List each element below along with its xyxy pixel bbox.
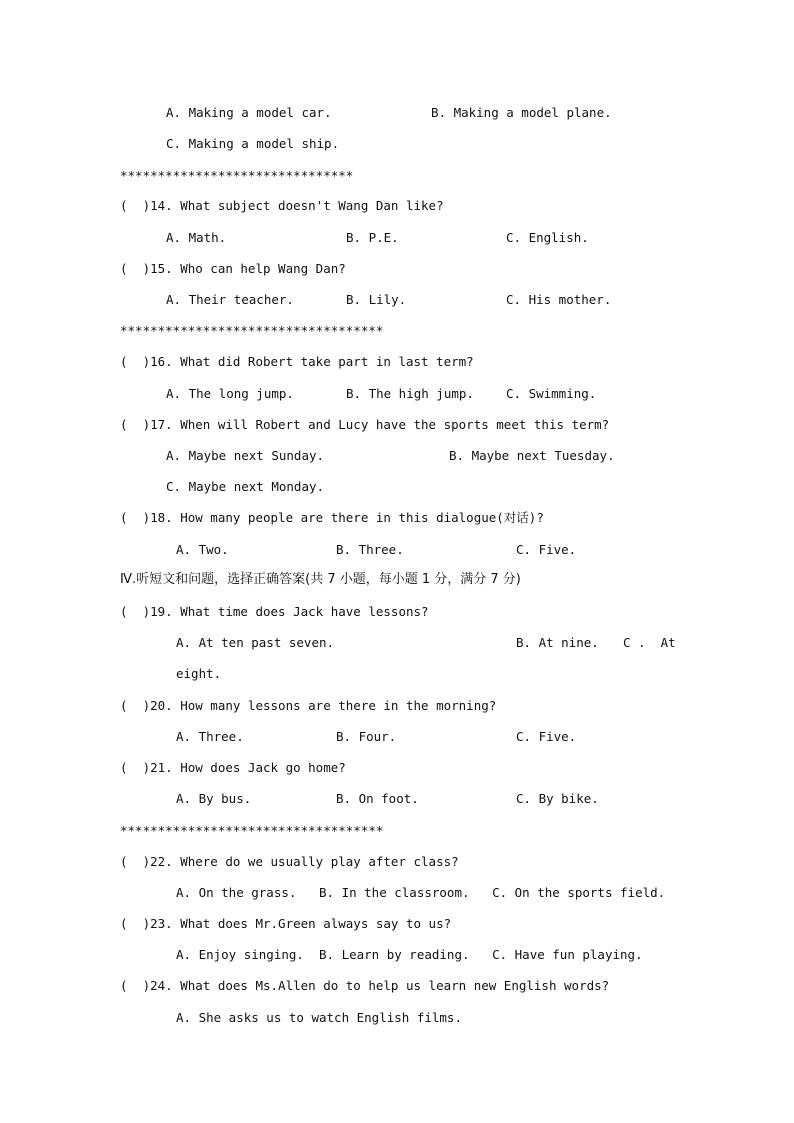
q17-option-a: A. Maybe next Sunday.: [166, 448, 325, 463]
q13-option-a: A. Making a model car.: [166, 105, 332, 120]
q19-option-c: C . At: [623, 635, 676, 650]
q13-option-c: C. Making a model ship.: [166, 136, 340, 151]
separator-line: ***********************************: [120, 823, 384, 838]
question-16: ( )16. What did Robert take part in last term?: [120, 354, 474, 369]
q16-option-a: A. The long jump.: [166, 386, 294, 401]
q23-options: A. Enjoy singing. B. Learn by reading. C. Have fun playing.: [176, 947, 643, 962]
q20-option-c: C. Five.: [516, 729, 577, 744]
q22-options: A. On the grass. B. In the classroom. C. On the sports field.: [176, 885, 666, 900]
q19-option-c-continued: eight.: [176, 666, 222, 681]
q15-option-c: C. His mother.: [506, 292, 612, 307]
question-19: ( )19. What time does Jack have lessons?: [120, 604, 429, 619]
q19-option-b: B. At nine.: [516, 635, 599, 650]
q16-option-c: C. Swimming.: [506, 386, 597, 401]
q14-option-c: C. English.: [506, 230, 589, 245]
question-22: ( )22. Where do we usually play after class?: [120, 854, 459, 869]
q17-option-c: C. Maybe next Monday.: [166, 479, 325, 494]
q20-option-b: B. Four.: [336, 729, 397, 744]
q16-option-b: B. The high jump.: [346, 386, 474, 401]
q19-option-a: A. At ten past seven.: [176, 635, 335, 650]
q17-option-b: B. Maybe next Tuesday.: [449, 448, 615, 463]
q20-option-a: A. Three.: [176, 729, 244, 744]
question-17: ( )17. When will Robert and Lucy have the sports meet this term?: [120, 417, 610, 432]
q15-option-a: A. Their teacher.: [166, 292, 294, 307]
q18-option-b: B. Three.: [336, 542, 404, 557]
q14-option-a: A. Math.: [166, 230, 227, 245]
q21-option-a: A. By bus.: [176, 791, 252, 806]
q15-option-b: B. Lily.: [346, 292, 407, 307]
question-24: ( )24. What does Ms.Allen do to help us learn new English words?: [120, 978, 610, 993]
question-18: ( )18. How many people are there in this dialogue(对话)?: [120, 510, 544, 525]
question-21: ( )21. How does Jack go home?: [120, 760, 346, 775]
q14-option-b: B. P.E.: [346, 230, 399, 245]
section-4-heading: Ⅳ.听短文和问题，选择正确答案(共 7 小题，每小题 1 分，满分 7 分): [120, 572, 521, 587]
question-14: ( )14. What subject doesn't Wang Dan like?: [120, 198, 444, 213]
separator-line: *******************************: [120, 168, 354, 183]
q24-option-a: A. She asks us to watch English films.: [176, 1010, 462, 1025]
q18-option-a: A. Two.: [176, 542, 229, 557]
q21-option-b: B. On foot.: [336, 791, 419, 806]
q21-option-c: C. By bike.: [516, 791, 599, 806]
question-23: ( )23. What does Mr.Green always say to us?: [120, 916, 452, 931]
separator-line: ***********************************: [120, 323, 384, 338]
q18-option-c: C. Five.: [516, 542, 577, 557]
question-20: ( )20. How many lessons are there in the morning?: [120, 698, 497, 713]
q13-option-b: B. Making a model plane.: [431, 105, 612, 120]
question-15: ( )15. Who can help Wang Dan?: [120, 261, 346, 276]
